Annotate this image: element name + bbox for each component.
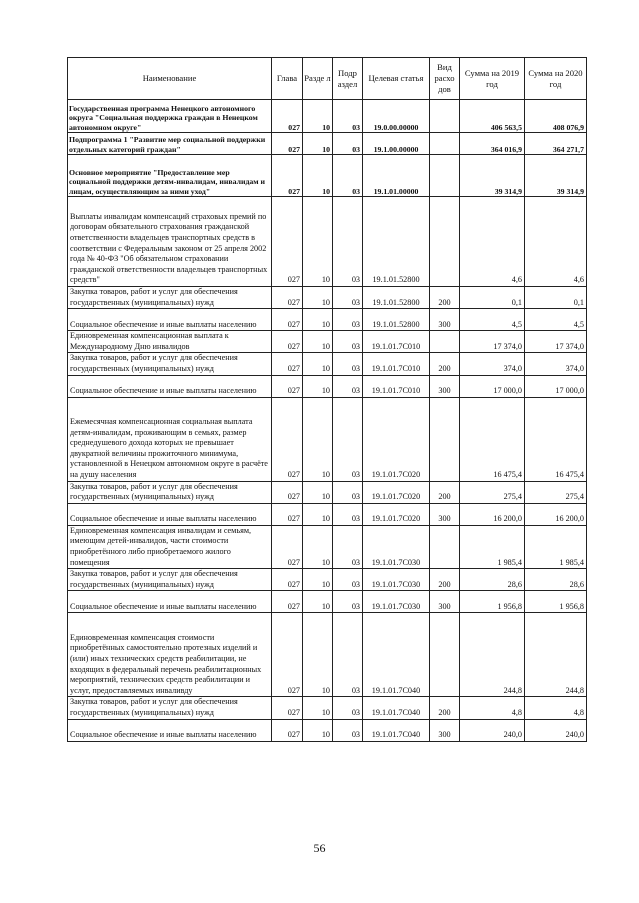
row-name: Подпрограмма 1 "Развитие мер социальной поддержки отдельных категорий граждан" [68, 133, 272, 155]
row-chapter: 027 [272, 375, 303, 397]
row-expense-type: 200 [430, 697, 460, 719]
table-row [68, 569, 587, 591]
table-row [68, 155, 587, 197]
row-target: 19.1.01.7С030 [363, 591, 430, 613]
row-sum-2019: 406 563,5 [460, 100, 525, 133]
row-expense-type [430, 197, 460, 287]
budget-table [67, 57, 587, 742]
row-expense-type [430, 100, 460, 133]
row-razdel: 10 [303, 591, 333, 613]
row-chapter: 027 [272, 525, 303, 568]
row-razdel: 10 [303, 197, 333, 287]
row-sum-2020: 39 314,9 [525, 155, 587, 197]
row-target: 19.1.01.52800 [363, 287, 430, 309]
row-razdel: 10 [303, 525, 333, 568]
table-row [68, 613, 587, 697]
row-name: Закупка товаров, работ и услуг для обеспечения государственных (муниципальных) нужд [68, 569, 272, 591]
row-expense-type: 200 [430, 287, 460, 309]
row-podrazdel: 03 [333, 133, 363, 155]
row-expense-type: 200 [430, 481, 460, 503]
row-expense-type [430, 613, 460, 697]
row-sum-2019: 4,6 [460, 197, 525, 287]
row-sum-2019: 364 016,9 [460, 133, 525, 155]
row-name: Единовременная компенсационная выплата к Международному Дню инвалидов [68, 331, 272, 353]
row-sum-2020: 4,5 [525, 309, 587, 331]
row-chapter: 027 [272, 569, 303, 591]
row-chapter: 027 [272, 613, 303, 697]
row-razdel: 10 [303, 133, 333, 155]
row-chapter: 027 [272, 697, 303, 719]
row-expense-type [430, 525, 460, 568]
table-row [68, 331, 587, 353]
row-podrazdel: 03 [333, 719, 363, 741]
row-chapter: 027 [272, 503, 303, 525]
row-sum-2019: 17 000,0 [460, 375, 525, 397]
row-podrazdel: 03 [333, 613, 363, 697]
row-name: Основное мероприятие "Предоставление мер социальной поддержки детям-инвалидам, инвалидам и лицам, осуществляющим за ними уход" [68, 155, 272, 197]
row-podrazdel: 03 [333, 397, 363, 481]
row-target: 19.1.01.7С020 [363, 397, 430, 481]
row-sum-2020: 17 000,0 [525, 375, 587, 397]
row-target: 19.1.01.52800 [363, 309, 430, 331]
row-chapter: 027 [272, 309, 303, 331]
row-name: Социальное обеспечение и иные выплаты населению [68, 503, 272, 525]
row-sum-2019: 240,0 [460, 719, 525, 741]
row-sum-2020: 374,0 [525, 353, 587, 375]
row-target: 19.1.01.7С010 [363, 375, 430, 397]
row-chapter: 027 [272, 331, 303, 353]
row-chapter: 027 [272, 287, 303, 309]
row-razdel: 10 [303, 375, 333, 397]
table-row [68, 697, 587, 719]
row-sum-2020: 17 374,0 [525, 331, 587, 353]
row-sum-2020: 16 200,0 [525, 503, 587, 525]
table-header [68, 58, 587, 100]
row-chapter: 027 [272, 155, 303, 197]
row-sum-2019: 244,8 [460, 613, 525, 697]
row-expense-type [430, 155, 460, 197]
row-target: 19.1.01.7С010 [363, 331, 430, 353]
row-target: 19.1.01.7С020 [363, 503, 430, 525]
row-target: 19.1.00.00000 [363, 133, 430, 155]
row-name: Ежемесячная компенсационная социальная выплата детям-инвалидам, проживающим в семьях, размер среднедушевого дохода которых не превышает двукратной величины прожиточного минимума, установленной в Ненецком автономном округе в расчёте на душу населения [68, 397, 272, 481]
row-razdel: 10 [303, 155, 333, 197]
table-row [68, 287, 587, 309]
header-chapter: Глава [272, 58, 303, 100]
row-target: 19.1.01.00000 [363, 155, 430, 197]
row-sum-2020: 1 956,8 [525, 591, 587, 613]
header-expense-type: Вид расхо дов [430, 58, 460, 100]
row-name: Закупка товаров, работ и услуг для обеспечения государственных (муниципальных) нужд [68, 287, 272, 309]
row-chapter: 027 [272, 197, 303, 287]
row-podrazdel: 03 [333, 309, 363, 331]
table-row [68, 375, 587, 397]
row-sum-2019: 4,5 [460, 309, 525, 331]
table-row [68, 719, 587, 741]
row-sum-2019: 16 475,4 [460, 397, 525, 481]
row-name: Социальное обеспечение и иные выплаты населению [68, 375, 272, 397]
row-sum-2019: 275,4 [460, 481, 525, 503]
row-sum-2019: 39 314,9 [460, 155, 525, 197]
row-expense-type: 300 [430, 375, 460, 397]
row-razdel: 10 [303, 331, 333, 353]
row-target: 19.1.01.7С030 [363, 525, 430, 568]
row-razdel: 10 [303, 353, 333, 375]
table-row [68, 481, 587, 503]
row-sum-2019: 28,6 [460, 569, 525, 591]
row-name: Государственная программа Ненецкого автономного округа "Социальная поддержка граждан в Ненецком автономном округе" [68, 100, 272, 133]
row-razdel: 10 [303, 697, 333, 719]
table-row [68, 503, 587, 525]
row-razdel: 10 [303, 503, 333, 525]
row-sum-2020: 244,8 [525, 613, 587, 697]
row-name: Выплаты инвалидам компенсаций страховых премий по договорам обязательного страхования гражданской ответственности владельцев транспортных средств в соответствии с Федеральным законом от 25 апреля 2002 года № 40-ФЗ "Об обязательном страховании гражданской ответственности владельцев транспортных средств" [68, 197, 272, 287]
row-podrazdel: 03 [333, 331, 363, 353]
table-row [68, 133, 587, 155]
row-podrazdel: 03 [333, 375, 363, 397]
row-sum-2019: 16 200,0 [460, 503, 525, 525]
row-sum-2020: 408 076,9 [525, 100, 587, 133]
row-sum-2019: 0,1 [460, 287, 525, 309]
row-sum-2020: 4,8 [525, 697, 587, 719]
table-row [68, 525, 587, 568]
row-chapter: 027 [272, 591, 303, 613]
row-name: Закупка товаров, работ и услуг для обеспечения государственных (муниципальных) нужд [68, 353, 272, 375]
row-sum-2020: 240,0 [525, 719, 587, 741]
row-sum-2019: 4,8 [460, 697, 525, 719]
header-razdel: Разде л [303, 58, 333, 100]
row-podrazdel: 03 [333, 697, 363, 719]
row-chapter: 027 [272, 133, 303, 155]
header-name: Наименование [68, 58, 272, 100]
row-target: 19.1.01.52800 [363, 197, 430, 287]
row-target: 19.1.01.7С010 [363, 353, 430, 375]
header-podrazdel: Подр аздел [333, 58, 363, 100]
row-sum-2020: 1 985,4 [525, 525, 587, 568]
row-name: Социальное обеспечение и иные выплаты населению [68, 591, 272, 613]
row-podrazdel: 03 [333, 287, 363, 309]
row-sum-2019: 1 985,4 [460, 525, 525, 568]
row-target: 19.1.01.7С020 [363, 481, 430, 503]
row-razdel: 10 [303, 481, 333, 503]
row-target: 19.1.01.7С040 [363, 719, 430, 741]
row-target: 19.1.01.7С040 [363, 613, 430, 697]
table-row [68, 100, 587, 133]
row-sum-2020: 275,4 [525, 481, 587, 503]
row-expense-type: 200 [430, 353, 460, 375]
row-sum-2019: 1 956,8 [460, 591, 525, 613]
row-expense-type: 200 [430, 569, 460, 591]
row-sum-2019: 17 374,0 [460, 331, 525, 353]
row-chapter: 027 [272, 353, 303, 375]
row-name: Закупка товаров, работ и услуг для обеспечения государственных (муниципальных) нужд [68, 481, 272, 503]
table-row [68, 397, 587, 481]
row-podrazdel: 03 [333, 569, 363, 591]
header-target: Целевая статья [363, 58, 430, 100]
row-podrazdel: 03 [333, 353, 363, 375]
row-sum-2020: 364 271,7 [525, 133, 587, 155]
row-razdel: 10 [303, 613, 333, 697]
table-row [68, 197, 587, 287]
row-target: 19.0.00.00000 [363, 100, 430, 133]
row-razdel: 10 [303, 309, 333, 331]
row-sum-2020: 28,6 [525, 569, 587, 591]
row-podrazdel: 03 [333, 155, 363, 197]
row-chapter: 027 [272, 100, 303, 133]
row-expense-type: 300 [430, 503, 460, 525]
row-razdel: 10 [303, 397, 333, 481]
row-chapter: 027 [272, 481, 303, 503]
row-name: Закупка товаров, работ и услуг для обеспечения государственных (муниципальных) нужд [68, 697, 272, 719]
row-target: 19.1.01.7С030 [363, 569, 430, 591]
row-podrazdel: 03 [333, 525, 363, 568]
table-row [68, 353, 587, 375]
row-name: Единовременная компенсация стоимости приобретённых самостоятельно протезных изделий и (или) иных технических средств реабилитации, не входящих в федеральный перечень реабилитационных мероприятий, технических средств реабилитации и услуг, предоставляемых инваливду [68, 613, 272, 697]
row-expense-type: 300 [430, 309, 460, 331]
row-expense-type: 300 [430, 591, 460, 613]
row-expense-type [430, 133, 460, 155]
row-razdel: 10 [303, 287, 333, 309]
row-chapter: 027 [272, 719, 303, 741]
page-number: 56 [313, 841, 326, 855]
row-podrazdel: 03 [333, 481, 363, 503]
row-sum-2020: 16 475,4 [525, 397, 587, 481]
row-expense-type [430, 397, 460, 481]
table-row [68, 591, 587, 613]
row-razdel: 10 [303, 719, 333, 741]
row-razdel: 10 [303, 100, 333, 133]
row-podrazdel: 03 [333, 591, 363, 613]
row-sum-2020: 0,1 [525, 287, 587, 309]
row-podrazdel: 03 [333, 503, 363, 525]
header-sum-2020: Сумма на 2020 год [525, 58, 587, 100]
row-name: Социальное обеспечение и иные выплаты населению [68, 309, 272, 331]
row-expense-type: 300 [430, 719, 460, 741]
row-sum-2020: 4,6 [525, 197, 587, 287]
row-razdel: 10 [303, 569, 333, 591]
row-chapter: 027 [272, 397, 303, 481]
row-podrazdel: 03 [333, 100, 363, 133]
row-expense-type [430, 331, 460, 353]
row-name: Социальное обеспечение и иные выплаты населению [68, 719, 272, 741]
table-row [68, 309, 587, 331]
row-podrazdel: 03 [333, 197, 363, 287]
table-body [68, 100, 587, 742]
row-target: 19.1.01.7С040 [363, 697, 430, 719]
row-name: Единовременная компенсация инвалидам и семьям, имеющим детей-инвалидов, части стоимости приобретённого либо приобретаемого жилого помещения [68, 525, 272, 568]
header-sum-2019: Сумма на 2019 год [460, 58, 525, 100]
row-sum-2019: 374,0 [460, 353, 525, 375]
